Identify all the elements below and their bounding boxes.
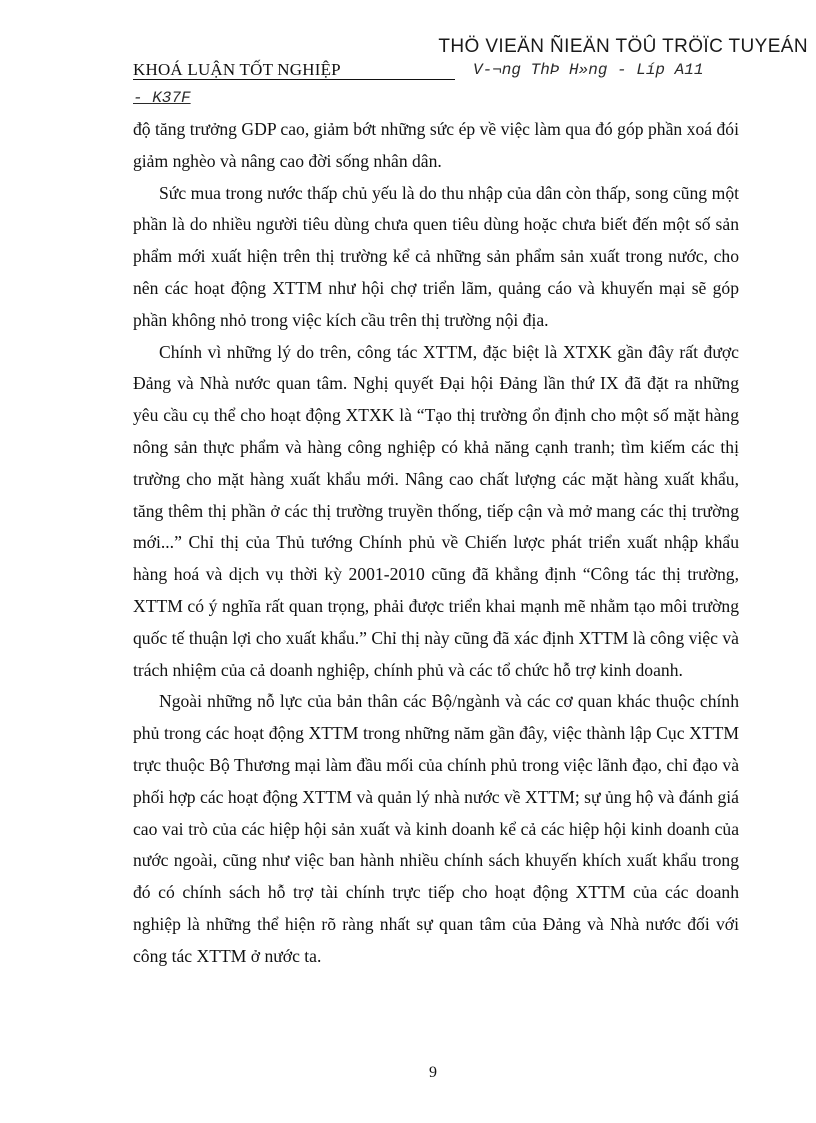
body-text	[133, 114, 739, 973]
header-author: V-¬ng ThÞ H»ng - Líp A11	[473, 61, 704, 79]
thesis-header-title: KHOÁ LUẬN TỐT NGHIỆP	[133, 60, 341, 79]
header-author-continued: - K37F	[133, 89, 191, 107]
paragraph-3: Chính vì những lý do trên, công tác XTTM, đặc biệt là XTXK gần đây rất được Đảng và Nhà nước quan tâm. Nghị quyết Đại hội Đảng lần thứ IX đã đặt ra những yêu cầu cụ thể cho hoạt động XTXK là “Tạo thị trường ổn định cho một số mặt hàng nông sản thực phẩm và hàng công nghiệp có khả năng cạnh tranh; tìm kiếm các thị trường cho mặt hàng xuất khẩu mới. Nâng cao chất lượng các mặt hàng xuất khẩu, tăng thêm thị phần ở các thị trường truyền thống, tiếp cận và mở mang các thị trường mới...” Chỉ thị của Thủ tướng Chính phủ về Chiến lược phát triển xuất nhập khẩu hàng hoá và dịch vụ thời kỳ 2001-2010 cũng đã khẳng định “Công tác thị trường, XTTM có ý nghĩa rất quan trọng, phải được triển khai mạnh mẽ nhằm tạo môi trường quốc tế thuận lợi cho xuất khẩu.” Chỉ thị này cũng đã xác định XTTM là công việc và trách nhiệm của cả doanh nghiệp, chính phủ và các tổ chức hỗ trợ kinh doanh.	[133, 341, 739, 680]
page-header	[133, 60, 733, 82]
paragraph-4: Ngoài những nỗ lực của bản thân các Bộ/ngành và các cơ quan khác thuộc chính phủ trong các hoạt động XTTM trong những năm gần đây, việc thành lập Cục XTTM trực thuộc Bộ Thương mại làm đầu mối của chính phủ trong việc lãnh đạo, chỉ đạo và phối hợp các hoạt động XTTM và quản lý nhà nước về XTTM; sự ủng hộ và đánh giá cao vai trò của các hiệp hội sản xuất và kinh doanh kể cả các hiệp hội kinh doanh của nước ngoài, cũng như việc ban hành nhiều chính sách khuyến khích xuất khẩu trong đó có chính sách hỗ trợ tài chính trực tiếp cho hoạt động XTTM của các doanh nghiệp là những thể hiện rõ ràng nhất sự quan tâm của Đảng và Nhà nước đối với công tác XTTM ở nước ta.	[133, 691, 739, 966]
header-underline	[133, 79, 455, 80]
paragraph-1: độ tăng trưởng GDP cao, giảm bớt những sức ép về việc làm qua đó góp phần xoá đói giảm nghèo và nâng cao đời sống nhân dân.	[133, 119, 739, 171]
page-number: 9	[429, 1064, 437, 1081]
paragraph-2: Sức mua trong nước thấp chủ yếu là do thu nhập của dân còn thấp, song cũng một phần là do nhiều người tiêu dùng chưa quen tiêu dùng hoặc chưa biết đến một số sản phẩm mới xuất hiện trên thị trường kể cả những sản phẩm sản xuất trong nước, cho nên các hoạt động XTTM như hội chợ triển lãm, quảng cáo và khuyến mại sẽ góp phần không nhỏ trong việc kích cầu trên thị trường nội địa.	[133, 182, 739, 330]
library-watermark: THÖ VIEÄN ÑIEÄN TÖÛ TRÖÏC TUYEÁN	[438, 36, 808, 57]
